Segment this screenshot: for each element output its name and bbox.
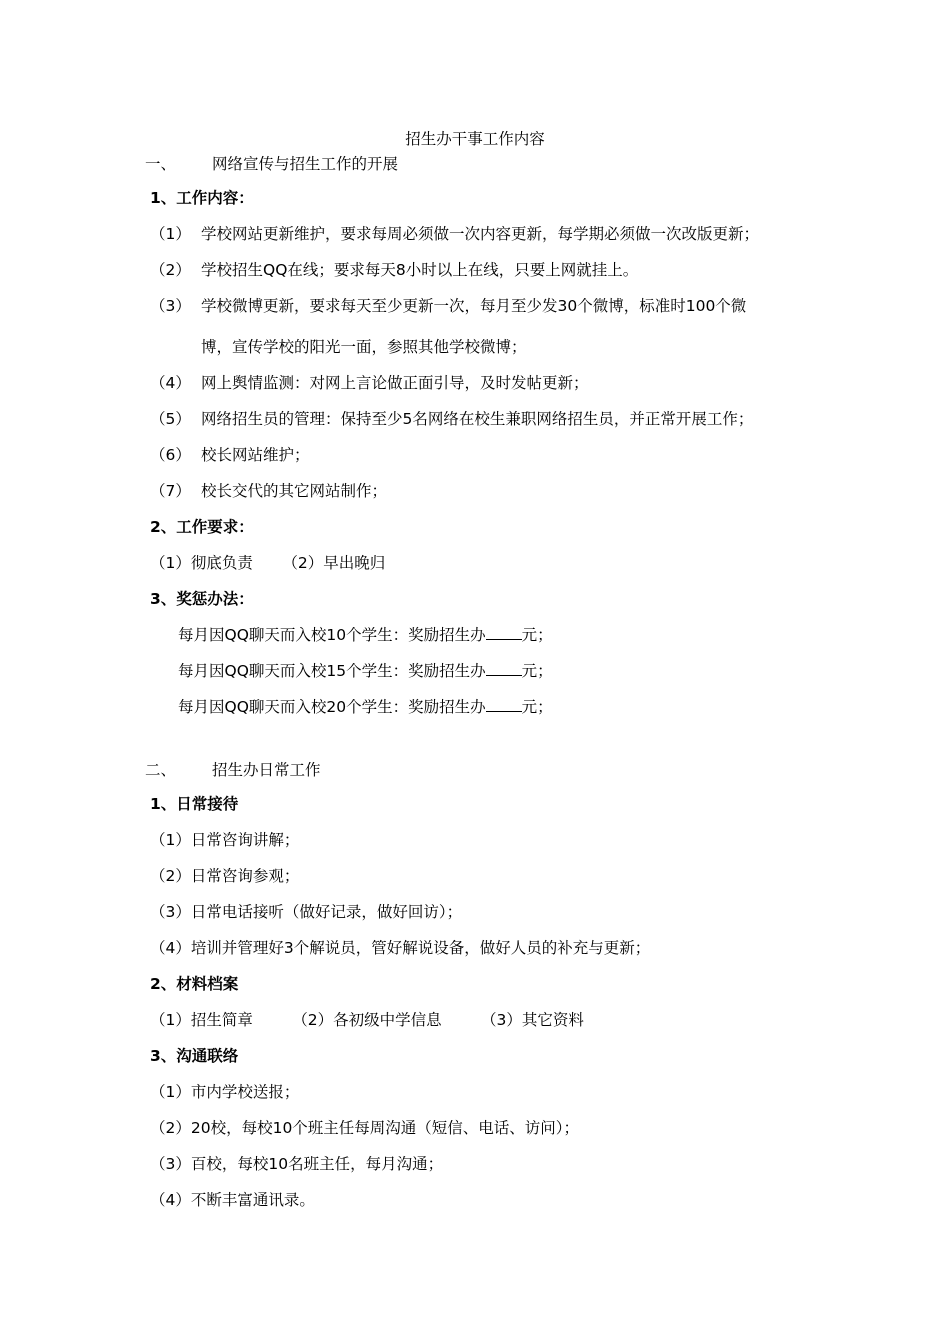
section-2-sub-contact: 3、沟通联络 bbox=[150, 1047, 239, 1065]
requirements-line: （1）彻底负责 （2）早出晚归 bbox=[150, 554, 386, 572]
section-2-sub-materials: 2、材料档案 bbox=[150, 975, 239, 993]
list-item: （3）日常电话接听（做好记录，做好回访）； bbox=[150, 903, 463, 921]
section-1-number: 一、 bbox=[145, 155, 177, 173]
list-item: （4） 网上舆情监测：对网上言论做正面引导，及时发帖更新； bbox=[150, 374, 589, 392]
list-item: （2）日常咨询参观； bbox=[150, 867, 300, 885]
list-item-continuation: 博，宣传学校的阳光一面，参照其他学校微博； bbox=[201, 338, 527, 356]
list-item: （1）日常咨询讲解； bbox=[150, 831, 300, 849]
section-1-sub-requirements: 2、工作要求： bbox=[150, 518, 254, 536]
section-2-heading bbox=[0, 758, 950, 780]
reward-line: 每月因QQ聊天而入校20个学生：奖励招生办 元； bbox=[178, 698, 553, 716]
list-item: （1）市内学校送报； bbox=[150, 1083, 300, 1101]
list-item: （2） 学校招生QQ在线；要求每天8小时以上在线，只要上网就挂上。 bbox=[150, 261, 639, 279]
list-item: （6） 校长网站维护； bbox=[150, 446, 310, 464]
section-1-title: 网络宣传与招生工作的开展 bbox=[212, 155, 399, 173]
reward-line: 每月因QQ聊天而入校15个学生：奖励招生办 元； bbox=[178, 662, 553, 680]
list-item: （2）20校，每校10个班主任每周沟通（短信、电话、访问）； bbox=[150, 1119, 580, 1137]
materials-line: （1）招生简章 （2）各初级中学信息 （3）其它资料 bbox=[150, 1011, 584, 1029]
list-item: （3） 学校微博更新，要求每天至少更新一次，每月至少发30个微博，标准时100个微 bbox=[150, 297, 747, 315]
list-item: （4）不断丰富通讯录。 bbox=[150, 1191, 315, 1209]
section-2-number: 二、 bbox=[145, 761, 177, 779]
section-1-sub-rewards: 3、奖惩办法： bbox=[150, 590, 254, 608]
fill-in-blank bbox=[486, 697, 522, 712]
list-item: （4）培训并管理好3个解说员，管好解说设备，做好人员的补充与更新； bbox=[150, 939, 651, 957]
section-2-title: 招生办日常工作 bbox=[212, 761, 321, 779]
reward-line: 每月因QQ聊天而入校10个学生：奖励招生办 元； bbox=[178, 626, 553, 644]
list-item: （5） 网络招生员的管理：保持至少5名网络在校生兼职网络招生员，并正常开展工作； bbox=[150, 410, 754, 428]
list-item: （3）百校，每校10名班主任，每月沟通； bbox=[150, 1155, 444, 1173]
section-1-heading bbox=[0, 152, 950, 174]
fill-in-blank bbox=[486, 625, 522, 640]
section-1-sub-work-content: 1、工作内容： bbox=[150, 189, 254, 207]
list-item: （1） 学校网站更新维护，要求每周必须做一次内容更新，每学期必须做一次改版更新； bbox=[150, 225, 760, 243]
fill-in-blank bbox=[486, 661, 522, 676]
section-2-sub-reception: 1、日常接待 bbox=[150, 795, 239, 813]
list-item: （7） 校长交代的其它网站制作； bbox=[150, 482, 388, 500]
document-title: 招生办干事工作内容 bbox=[405, 130, 545, 148]
